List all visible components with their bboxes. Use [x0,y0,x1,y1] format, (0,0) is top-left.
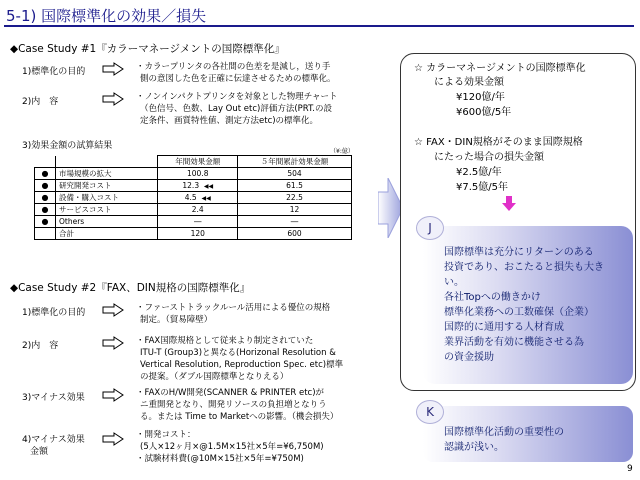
table-cell-v1: 4.5 ◀◀ [158,192,238,204]
case1-purpose-text1: ・カラープリンタの各社間の色差を是減し，送り手 [136,62,331,72]
table-col2-header: ５年間累計効果金額 [238,156,352,168]
table-cell-name: サービスコスト [56,204,158,216]
j-line: 国際的に通用する人材育成 [444,322,564,333]
case1-content-label: 2)内 容 [22,97,59,107]
table-total-v1: 120 [158,228,238,240]
j-line: 標準化業務への工数確保（企業） [444,307,594,318]
case1-result-label: 3)効果金額の試算結果 [22,141,113,151]
right-arrow-icon [102,336,124,350]
table-header-row [35,156,352,168]
case1-purpose-label: 1)標準化の目的 [22,67,86,77]
case2-amount-text3: ・試験材料費(@10M×15社×5年=¥750M) [136,454,304,464]
j-line: い。 [444,277,464,288]
table-cell-v2: ― [238,216,352,228]
case2-heading: ◆Case Study #2『FAX、DIN規格の国際標準化』 [10,282,251,294]
right-arrow-icon [102,432,124,446]
table-total-v2: 600 [238,228,352,240]
case2-content-text2: ITU-T (Group3)と異なる(Horizonal Resolution & [140,348,336,358]
j-line: 投資であり、おこたると損失も大き [444,262,604,273]
case1-content-text1: ・ノンインパクトプリンタを対象とした物理チャート [136,92,338,102]
case2-content-label: 2)内 容 [22,341,59,351]
case2-amount-label1: 4)マイナス効果 [22,435,85,445]
summary-b-line1: ☆ FAX・DIN規格がそのまま国際規格 [414,137,583,148]
bullet-icon: ● [35,216,56,228]
j-line: の資金援助 [444,352,494,363]
bullet-icon: ● [35,168,56,180]
case2-purpose-label: 1)標準化の目的 [22,308,86,318]
bullet-icon: ● [35,192,56,204]
case1-heading: ◆Case Study #1『カラーマネージメントの国際標準化』 [10,43,285,55]
table-cell-v1: ― [158,216,238,228]
summary-a-line3: ¥120億/年 [456,92,505,103]
case2-amount-text2: (5人×12ヶ月×@1.5M×15社×5年=¥6,750M) [140,442,324,452]
case2-minus-label: 3)マイナス効果 [22,393,85,403]
k-badge: K [416,400,444,424]
case2-amount-label2: 金額 [30,447,49,457]
j-line: 業界活動を有効に機能させる為 [444,337,584,348]
left-arrow-marker-icon: ◀◀ [201,195,211,202]
table-row [35,216,352,228]
table-total-label: 合計 [56,228,158,240]
case2-content-text3: Vertical Resolution, Reproduction Spec. etc)標準 [140,360,344,370]
table-row [35,204,352,216]
case2-purpose-text1: ・ファーストトラックルール活用による優位の規格 [136,303,331,313]
case2-minus-text2: ニ重開発となり、開発リソースの負担増となりう [140,400,327,410]
summary-a-line4: ¥600億/5年 [456,107,512,118]
table-cell-v2: 22.5 [238,192,352,204]
table-cell-v2: 12 [238,204,352,216]
table-total-row [35,228,352,240]
summary-b-line4: ¥7.5億/5年 [456,182,508,193]
right-arrow-icon [102,92,124,106]
table-cell-name: 設備・購入コスト [56,192,158,204]
case1-content-text2: （色信号、色数、Lay Out etc)評価方法(PRT.の設 [140,104,332,114]
summary-b-line2: にたった場合の損失金額 [434,152,544,163]
page-title: 5-1) 国際標準化の効果／損失 [6,7,207,25]
table-cell-v1: 100.8 [158,168,238,180]
down-arrow-icon [502,196,516,212]
table-cell-name: Others [56,216,158,228]
k-line: 国際標準化活動の重要性の [444,427,564,438]
unit-label: （¥:億） [330,148,354,155]
summary-b-line3: ¥2.5億/年 [456,167,502,178]
table-cell-v1: 12.3 ◀◀ [158,180,238,192]
j-badge: J [416,216,444,240]
j-line: 国際標準は充分にリターンのある [444,247,594,258]
page-number: 9 [627,464,633,474]
j-line: 各社Topへの働きかけ [444,292,541,303]
table-cell-name: 市場規模の拡大 [56,168,158,180]
empty-cell [35,228,56,240]
table-col1-header: 年間効果金額 [158,156,238,168]
k-line: 認識が浅い。 [444,442,504,453]
table-cell-v2: 504 [238,168,352,180]
bullet-icon: ● [35,180,56,192]
case2-content-text1: ・FAX国際規格として従来より制定されていた [136,336,314,346]
case1-purpose-text2: 側の意図した色を正確に伝達させるための標準化。 [140,74,336,84]
left-arrow-marker-icon: ◀◀ [203,183,214,190]
summary-a-line2: による効果金額 [434,77,504,88]
summary-a-line1: ☆ カラーマネージメントの国際標準化 [414,63,586,74]
right-arrow-icon [102,62,124,76]
case2-amount-text1: ・開発コスト： [136,430,196,440]
case1-content-text3: 定条件、画質特性値、測定方法etc)の標準化。 [140,116,319,126]
right-arrow-icon [102,303,124,317]
table-cell-v2: 61.5 [238,180,352,192]
table-row [35,168,352,180]
title-divider [4,25,634,27]
table-row [35,192,352,204]
case2-purpose-text2: 制定。（貿易障壁） [140,315,213,325]
table-cell-name: 研究開発コスト [56,180,158,192]
case2-content-text4: の提案。（ダブル国際標準となりえる） [140,372,289,382]
bullet-icon: ● [35,204,56,216]
case2-minus-text3: る。または Time to Marketへの影響。（機会損失） [140,412,339,422]
effect-table [34,155,352,240]
table-row [35,180,352,192]
table-cell-v1: 2.4 [158,204,238,216]
right-arrow-icon [102,388,124,402]
case2-minus-text1: ・FAXのH/W開発(SCANNER & PRINTER etc)が [136,388,325,398]
